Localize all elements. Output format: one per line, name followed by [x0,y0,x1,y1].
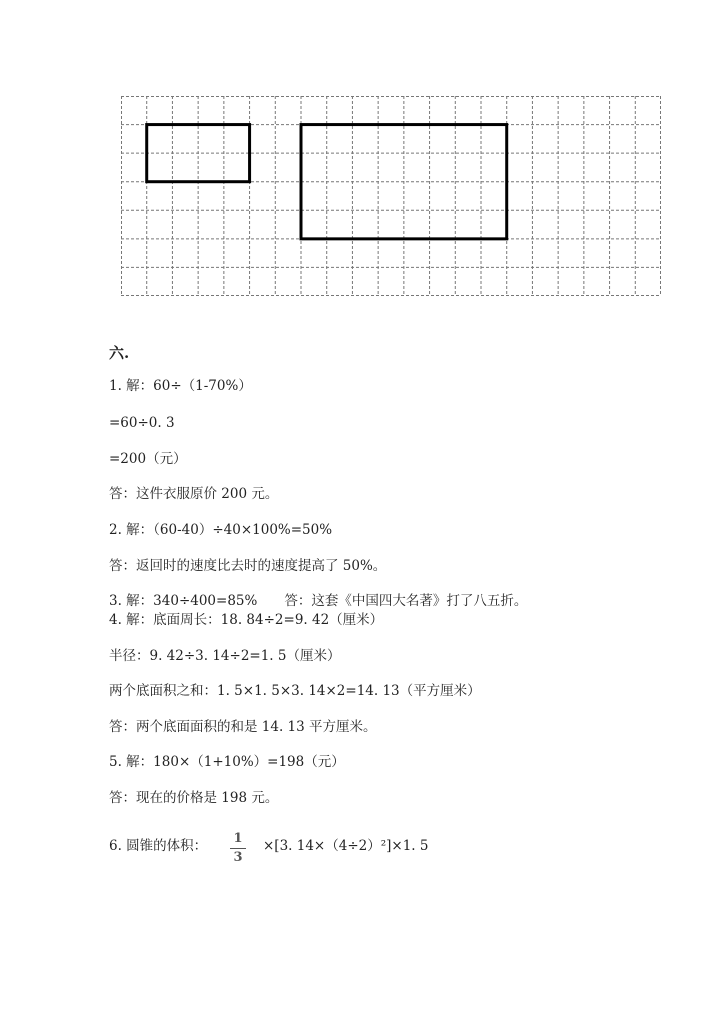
fraction-numerator: 1 [233,831,243,846]
answer-line: 答：返回时的速度比去时的速度提高了 50%。 [109,558,387,574]
solution-line: 5. 解：180×（1+10%）=198（元） [109,754,345,770]
solution-line: 3. 解：340÷400=85% 答：这套《中国四大名著》打了八五折。 [109,593,528,609]
solution-line: 4. 解：底面周长：18. 84÷2=9. 42（厘米） [109,612,384,628]
solution-line: 6. 圆锥的体积： [109,838,208,854]
solution-line: 2. 解：（60-40）÷40×100%=50% [109,522,333,538]
solution-line: 两个底面积之和：1. 5×1. 5×3. 14×2=14. 13（平方厘米） [109,683,481,699]
answer-line: 答：这件衣服原价 200 元。 [109,486,279,502]
fraction [230,832,246,865]
section-heading: 六. [109,344,130,362]
fraction-bar [230,848,246,849]
solution-line: 1. 解：60÷（1-70%） [109,378,252,394]
answer-line: 答：现在的价格是 198 元。 [109,790,279,806]
answer-line: 答：两个底面面积的和是 14. 13 平方厘米。 [109,719,377,735]
solution-line: 半径：9. 42÷3. 14÷2=1. 5（厘米） [109,648,341,664]
formula-expression: ×[3. 14×（4÷2）²]×1. 5 [263,838,429,854]
grid-figure [121,96,661,296]
solution-line: =200（元） [109,451,187,467]
grid-drawing [121,96,661,296]
fraction-denominator: 3 [233,850,243,865]
solution-line: =60÷0. 3 [109,415,175,431]
